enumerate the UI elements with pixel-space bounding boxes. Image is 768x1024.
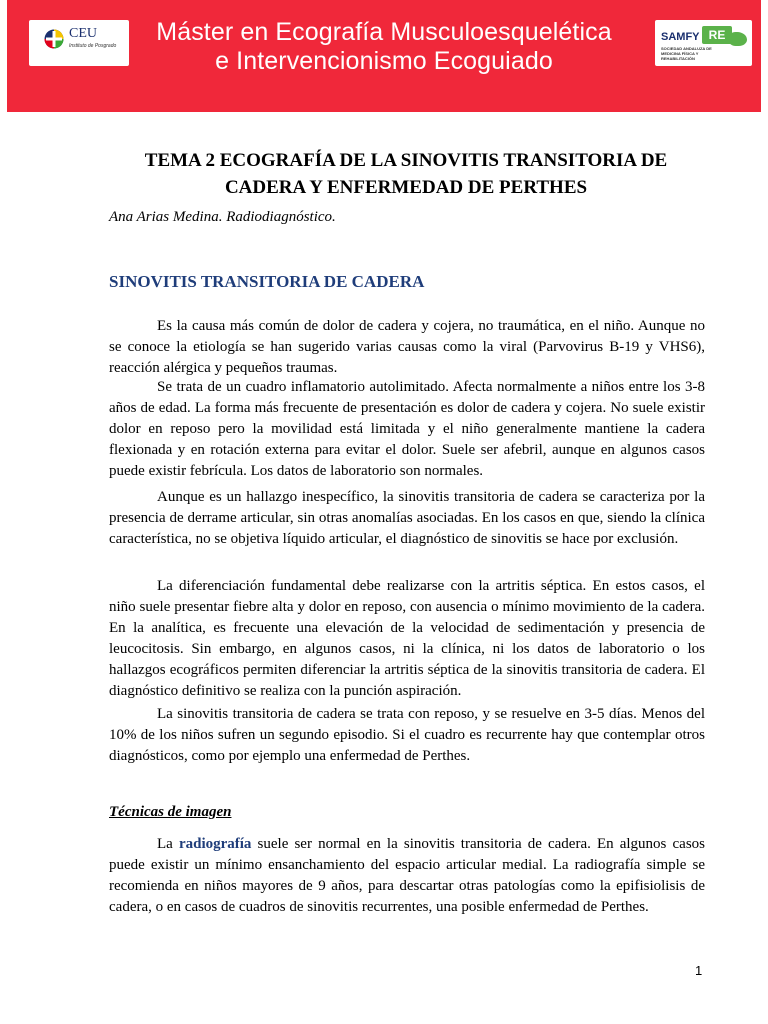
samfyre-logo-name: SAMFY — [661, 31, 700, 43]
ceu-emblem-icon — [44, 29, 64, 49]
header-banner — [7, 0, 761, 112]
imaging-subheading: Técnicas de imagen — [109, 804, 232, 820]
samfyre-logo-subtitle: SOCIEDAD ANDALUZA DE MEDICINA FÍSICA Y REHABILITACIÓN — [661, 46, 712, 61]
ceu-logo-subtitle: Instituto de Posgrado — [69, 43, 117, 49]
paragraph-6-text: suele ser normal en la sinovitis transitoria de cadera. En algunos casos puede existir un mínimo ensanchamiento del espacio articular medial. La radiografía simple se recomienda en niños mayores de 9 años, para descartar otras patologías como la epifisiolisis de cadera, o en casos de cuadros de sinovitis recurrentes, una posible enfermedad de Perthes. — [109, 836, 705, 915]
paragraph-6 — [109, 834, 705, 918]
paragraph-2: Se trata de un cuadro inflamatorio autolimitado. Afecta normalmente a niños entre los 3-8 años de edad. La forma más frecuente de presentación es dolor de cadera y cojera. No suele existir dolor en reposo pero la movilidad está limitada y el niño generalmente mantiene la cadera flexionada y en rotación externa para evitar el dolor. Suele ser afebril, aunque en algunos casos puede existir febrícula. Los datos de laboratorio son normales. — [109, 379, 705, 479]
andalucia-map-icon — [729, 32, 747, 46]
samfyre-logo-badge: RE — [702, 26, 732, 44]
section-heading: SINOVITIS TRANSITORIA DE CADERA — [109, 272, 425, 291]
paragraph-6-prefix: La — [157, 836, 179, 852]
document-title — [100, 147, 712, 201]
radiografia-highlight: radiografía — [178, 836, 252, 852]
document-title-line1: TEMA 2 ECOGRAFÍA DE LA SINOVITIS TRANSITORIA DE — [144, 150, 668, 171]
paragraph-3: Aunque es un hallazgo inespecífico, la sinovitis transitoria de cadera se caracteriza por la presencia de derrame articular, sin otras anomalías asociadas. En los casos en que, siendo la clínica característica, no se objetiva líquido articular, el diagnóstico de sinovitis se hace por exclusión. — [109, 489, 705, 547]
ceu-logo — [29, 20, 129, 66]
paragraph-4: La diferenciación fundamental debe realizarse con la artritis séptica. En estos casos, el niño suele presentar fiebre alta y dolor en reposo, con ausencia o mínimo movimiento de la cadera. En la analítica, es frecuente una elevación de la velocidad de sedimentación y presencia de leucocitosis. Sin embargo, en algunos casos, ni la clínica, ni los datos de laboratorio o los hallazgos ecográficos permiten diferenciar la artritis séptica de la sinovitis transitoria de cadera. El diagnóstico definitivo se realiza con la punción aspiración. — [109, 578, 705, 699]
banner-title-line2: e Intervencionismo Ecoguiado — [215, 47, 553, 75]
samfyre-logo — [655, 20, 752, 66]
banner-title — [147, 18, 621, 76]
paragraph-1: Es la causa más común de dolor de cadera y cojera, no traumática, en el niño. Aunque no se conoce la etiología se han sugerido varias causas como la viral (Parvovirus B-19 y VHS6), reacción alérgica y pequeños traumas. — [109, 318, 705, 376]
author-line: Ana Arias Medina. Radiodiagnóstico. — [109, 209, 336, 225]
document-title-line2: CADERA Y ENFERMEDAD DE PERTHES — [224, 177, 588, 198]
ceu-logo-name: CEU — [69, 26, 97, 41]
paragraph-5: La sinovitis transitoria de cadera se trata con reposo, y se resuelve en 3-5 días. Menos del 10% de los niños sufren un segundo episodio. Si el cuadro es recurrente hay que contemplar otros diagnósticos, como por ejemplo una enfermedad de Perthes. — [109, 706, 705, 764]
page-number: 1 — [695, 963, 703, 978]
banner-title-line1: Máster en Ecografía Musculoesquelética — [156, 18, 612, 46]
